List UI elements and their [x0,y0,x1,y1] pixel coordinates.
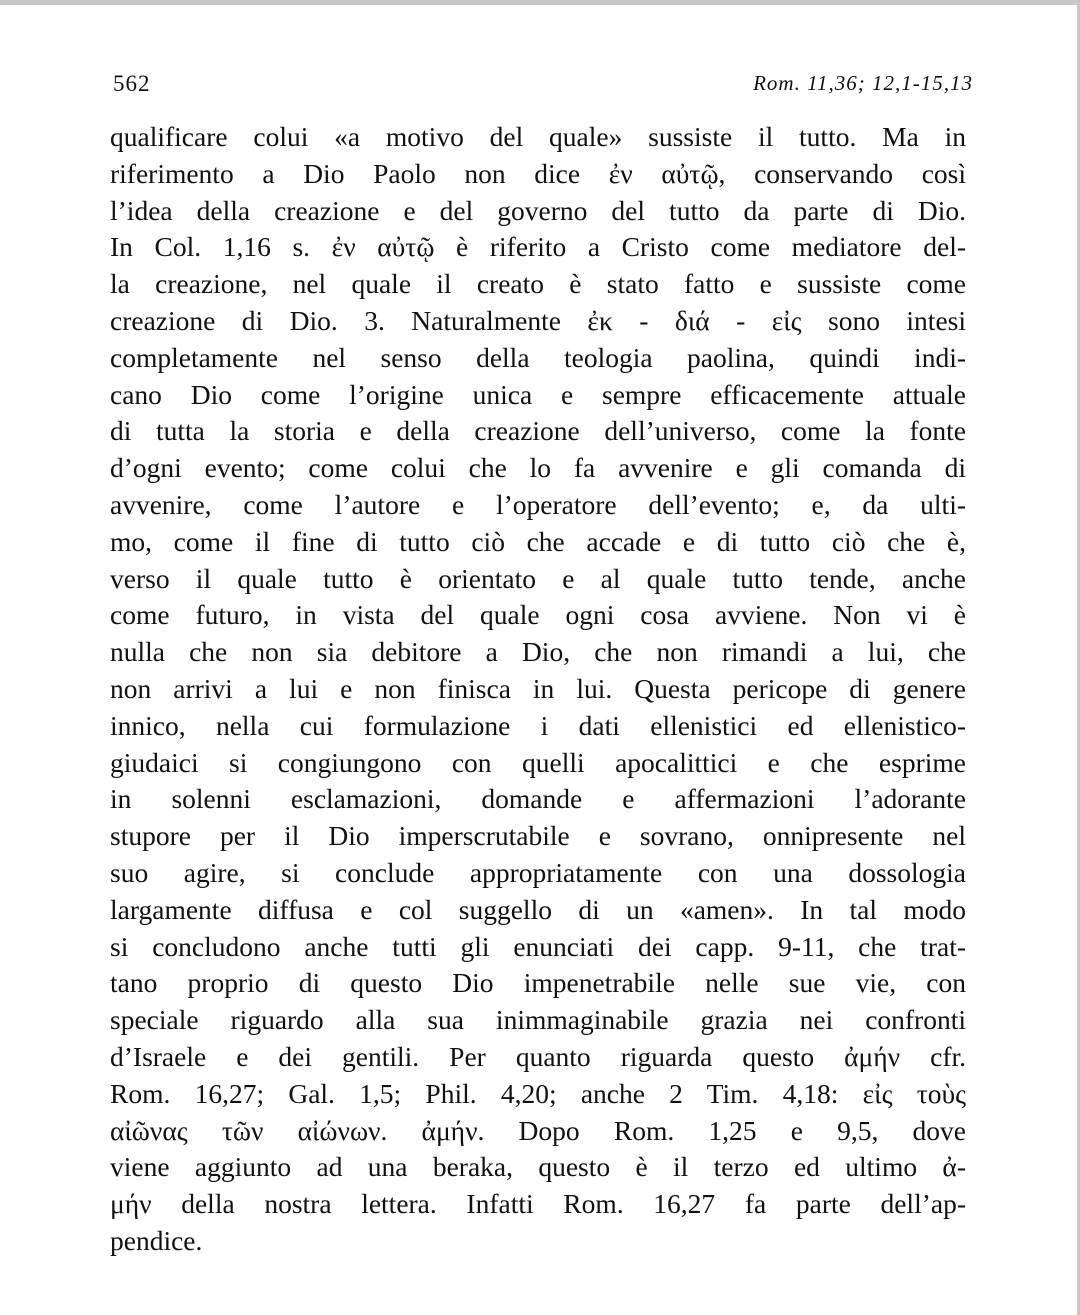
text-line: verso il quale tutto è orientato e al quale tutto tende, anche [110,562,966,594]
text-line: nulla che non sia debitore a Dio, che non rimandi a lui, che [110,636,966,668]
text-line: pendice. [110,1224,203,1256]
text-line: si concludono anche tutti gli enunciati dei capp. 9-11, che trat- [110,930,966,962]
text-line: innico, nella cui formulazione i dati ellenistici ed ellenistico- [110,709,966,741]
text-line: non arrivi a lui e non finisca in lui. Questa pericope di genere [110,672,966,704]
text-line: stupore per il Dio imperscrutabile e sovrano, onnipresente nel [110,820,966,852]
text-line: tano proprio di questo Dio impenetrabile nelle sue vie, con [110,967,966,999]
running-head: Rom. 11,36; 12,1-15,13 [753,71,973,95]
text-line: qualificare colui «a motivo del quale» sussiste il tutto. Ma in [110,121,966,152]
text-line: αἰῶνας τῶν αἰώνων. ἀμήν. Dopo Rom. 1,25 e 9,5, dove [110,1114,966,1146]
body-paragraph [110,119,966,1260]
text-line: cano Dio come l’origine unica e sempre efficacemente attuale [110,378,966,410]
text-line: come futuro, in vista del quale ogni cosa avviene. Non vi è [110,599,966,631]
text-line: giudaici si congiungono con quelli apocalittici e che esprime [110,746,966,778]
text-line: suo agire, si conclude appropriatamente con una dossologia [110,856,966,888]
text-line: d’Israele e dei gentili. Per quanto riguarda questo ἀμήν cfr. [110,1040,966,1072]
text-line: largamente diffusa e col suggello di un «amen». In tal modo [110,893,966,925]
text-line: creazione di Dio. 3. Naturalmente ἐκ - διά - εἰς sono intesi [110,304,966,336]
text-line: Rom. 16,27; Gal. 1,5; Phil. 4,20; anche 2 Tim. 4,18: εἰς τοὺς [110,1077,966,1109]
text-line: di tutta la storia e della creazione dell’universo, come la fonte [110,415,966,447]
text-line: in solenni esclamazioni, domande e affermazioni l’adorante [110,783,966,815]
text-line: speciale riguardo alla sua inimmaginabile grazia nei confronti [110,1004,966,1036]
text-line: μήν della nostra lettera. Infatti Rom. 16,27 fa parte dell’ap- [110,1188,966,1220]
text-line: avvenire, come l’autore e l’operatore dell’evento; e, da ulti- [110,488,966,520]
text-line: viene aggiunto ad una beraka, questo è il terzo ed ultimo ἀ- [110,1151,966,1183]
text-line: In Col. 1,16 s. ἐν αὐτῷ è riferito a Cristo come mediatore del- [110,231,966,263]
page-header [113,71,973,101]
text-line: completamente nel senso della teologia paolina, quindi indi- [110,341,966,373]
text-line: la creazione, nel quale il creato è stato fatto e sussiste come [110,268,966,300]
text-line: l’idea della creazione e del governo del tutto da parte di Dio. [110,194,966,226]
text-line: d’ogni evento; come colui che lo fa avvenire e gli comanda di [110,452,966,484]
text-line: mo, come il fine di tutto ciò che accade e di tutto ciò che è, [110,525,966,557]
text-line: riferimento a Dio Paolo non dice ἐν αὐτῷ, conservando così [110,157,966,189]
page-number: 562 [113,71,151,96]
